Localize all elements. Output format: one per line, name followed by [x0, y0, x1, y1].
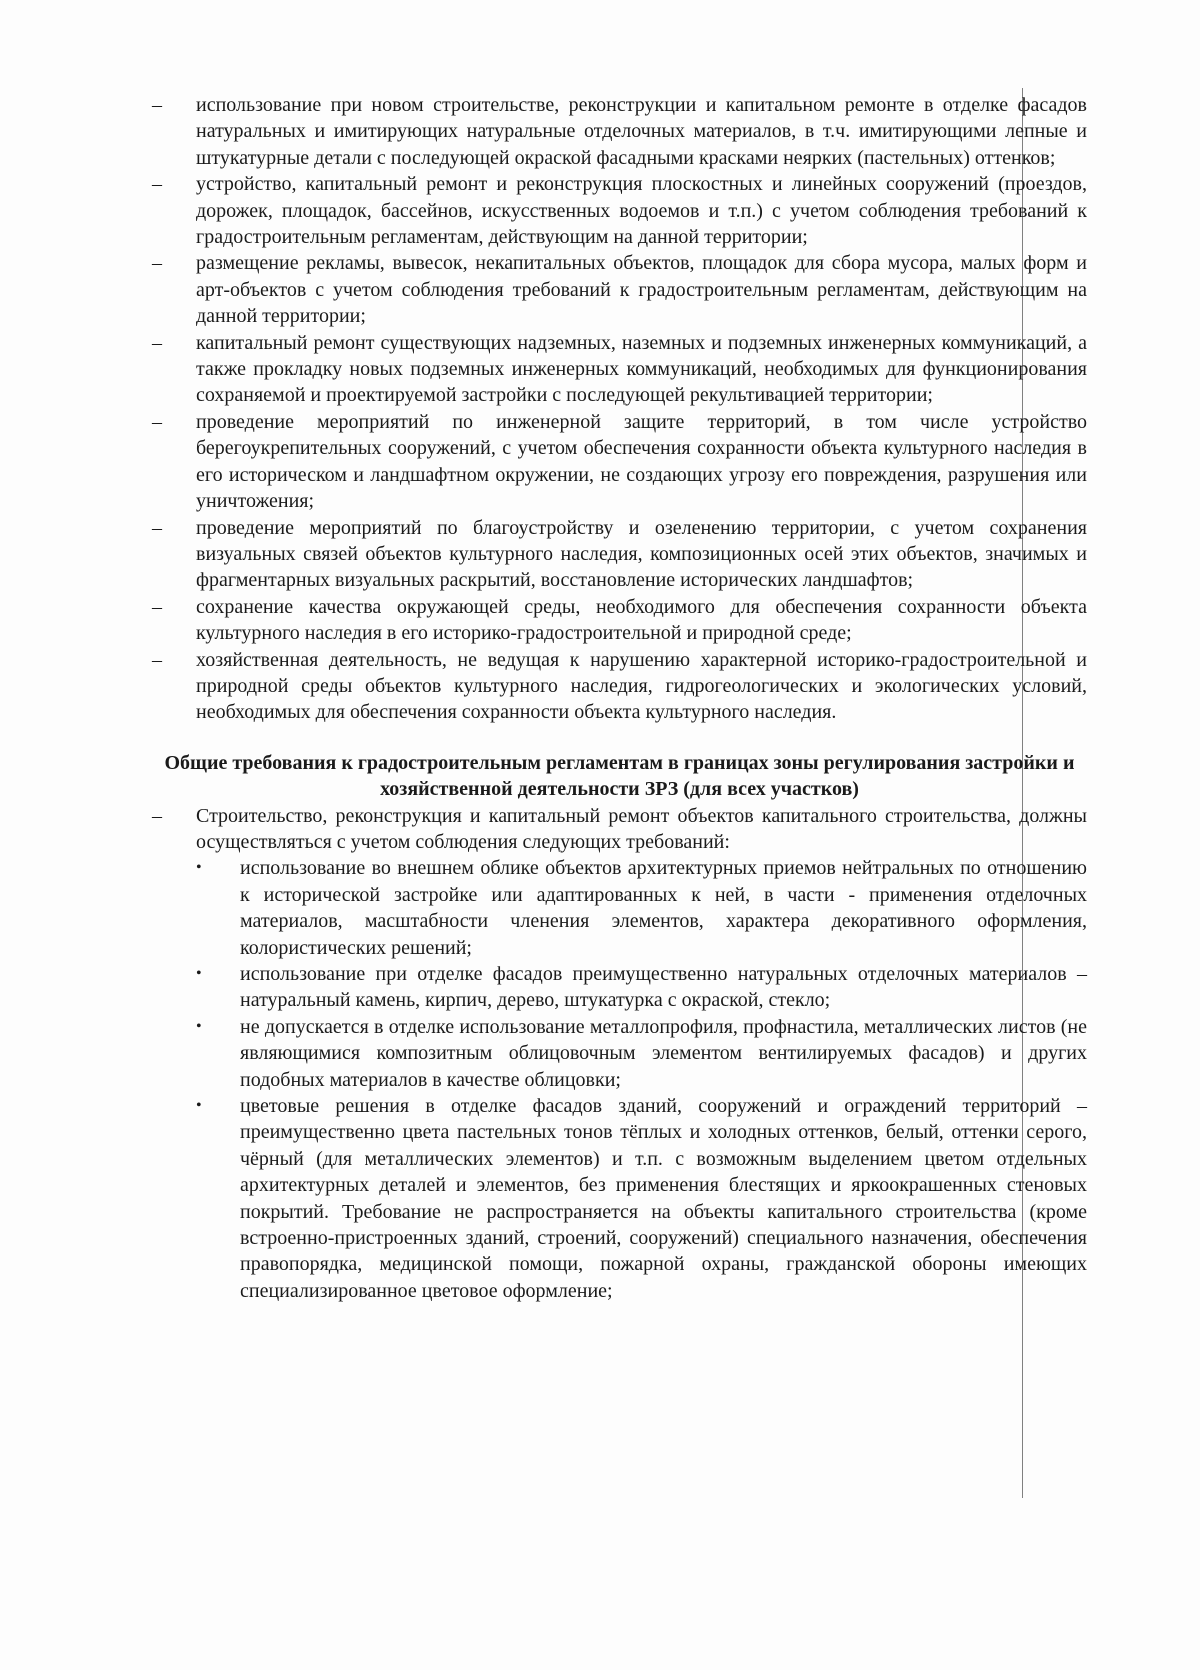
dash-marker: – [152, 331, 162, 354]
bullet-item [152, 1014, 1087, 1093]
list-item [152, 171, 1087, 250]
bullet-item [152, 855, 1087, 961]
dash-marker: – [152, 252, 162, 275]
list-item-text: проведение мероприятий по благоустройству и озеленению территории, с учетом сохранения визуальных связей объектов культурного наследия, композиционных осей этих объектов, значимых и фрагментарных визуальных раскрытий, восстановление исторических ландшафтов; [196, 516, 1087, 592]
list-item [152, 409, 1087, 515]
dash-marker: – [152, 648, 162, 671]
dash-marker: – [152, 516, 162, 539]
bullet-marker: • [196, 1017, 202, 1035]
bullet-item [152, 1093, 1087, 1304]
list-item-text: устройство, капитальный ремонт и реконструкция плоскостных и линейных сооружений (проездов, дорожек, площадок, бассейнов, искусственных водоемов и т.п.) с учетом соблюдения требований к градостроительным регламентам, действующим на данной территории; [196, 173, 1087, 249]
list-item [152, 330, 1087, 409]
list-item [152, 250, 1087, 329]
list-item-text: проведение мероприятий по инженерной защите территорий, в том числе устройство берегоукрепительных сооружений, с учетом обеспечения сохранности объекта культурного наследия в его историческом и ландшафтном окружении, не создающих угрозу его повреждения, разрушения или уничтожения; [196, 410, 1087, 513]
dash-marker: – [152, 595, 162, 618]
list-item [152, 92, 1087, 171]
bullet-marker: • [196, 965, 202, 982]
document-body [152, 92, 1087, 1304]
list-item-text: капитальный ремонт существующих надземных, наземных и подземных инженерных коммуникаций, а также прокладку новых подземных инженерных коммуникаций, необходимых для функционирования сохраняемой и проектируемой застройки с последующей рекультивацией территории; [196, 331, 1087, 407]
bullet-marker: • [196, 1097, 202, 1115]
list-item [152, 594, 1087, 647]
dash-marker: – [152, 173, 162, 196]
bullet-item [152, 961, 1087, 1014]
list-item [152, 515, 1087, 594]
bullet-item-text: использование при отделке фасадов преимущественно натуральных отделочных материалов – натуральный камень, кирпич, дерево, штукатурка с окраской, стекло; [240, 963, 1087, 1012]
list-item-text: использование при новом строительстве, реконструкции и капитальном ремонте в отделке фасадов натуральных и имитирующих натуральные отделочных материалов, в т.ч. имитирующими лепные и штукатурные детали с последующей окраской фасадными красками неярких (пастельных) оттенков; [196, 94, 1087, 169]
dash-marker: – [152, 410, 162, 433]
dash-marker: – [152, 94, 162, 116]
list-item [152, 647, 1087, 726]
list-item-text: размещение рекламы, вывесок, некапитальных объектов, площадок для сбора мусора, малых форм и арт-объектов с учетом соблюдения требований к градостроительным регламентам, действующим на данной территории; [196, 252, 1087, 328]
list-item-text: сохранение качества окружающей среды, необходимого для обеспечения сохранности объекта культурного наследия в его историко-градостроительной и природной среде; [196, 595, 1087, 645]
dash-marker: – [152, 804, 162, 827]
list-item-text: Строительство, реконструкция и капитальный ремонт объектов капитального строительства, должны осуществляться с учетом соблюдения следующих требований: [196, 804, 1087, 853]
bullet-item-text: не допускается в отделке использование металлопрофиля, профнастила, металлических листов (не являющимися композитным облицовочным элементом вентилируемых фасадов) и других подобных материалов в качестве облицовки; [240, 1015, 1087, 1091]
list-item [152, 803, 1087, 856]
list-item-text: хозяйственная деятельность, не ведущая к нарушению характерной историко-градостроительной и природной среды объектов культурного наследия, гидрогеологических и экологических условий, необходимых для обеспечения сохранности объекта культурного наследия. [196, 648, 1087, 724]
bullet-item-text: использование во внешнем облике объектов архитектурных приемов нейтральных по отношению к исторической застройке или адаптированных к ней, в части - применения отделочных материалов, масштабности членения элементов, характера декоративного оформления, колористических решений; [240, 857, 1087, 959]
bullet-marker: • [196, 859, 202, 877]
section-heading: Общие требования к градостроительным регламентам в границах зоны регулирования застройки и хозяйственной деятельности ЗРЗ (для всех участков) [164, 751, 1075, 801]
bullet-item-text: цветовые решения в отделке фасадов зданий, сооружений и ограждений территорий – преимущественно цвета пастельных тонов тёплых и холодных оттенков, белый, оттенки серого, чёрный (для металлических элементов) и т.п. с возможным выделением цветом отдельных архитектурных деталей и элементов, без применения блестящих и яркоокрашенных стеновых покрытий. Требование не распространяется на объекты капитального строительства (кроме встроенно-пристроенных зданий, строений, сооружений) специального назначения, обеспечения правопорядка, медицинской помощи, пожарной охраны, гражданской обороны имеющих специализированное цветовое оформление; [240, 1095, 1087, 1302]
